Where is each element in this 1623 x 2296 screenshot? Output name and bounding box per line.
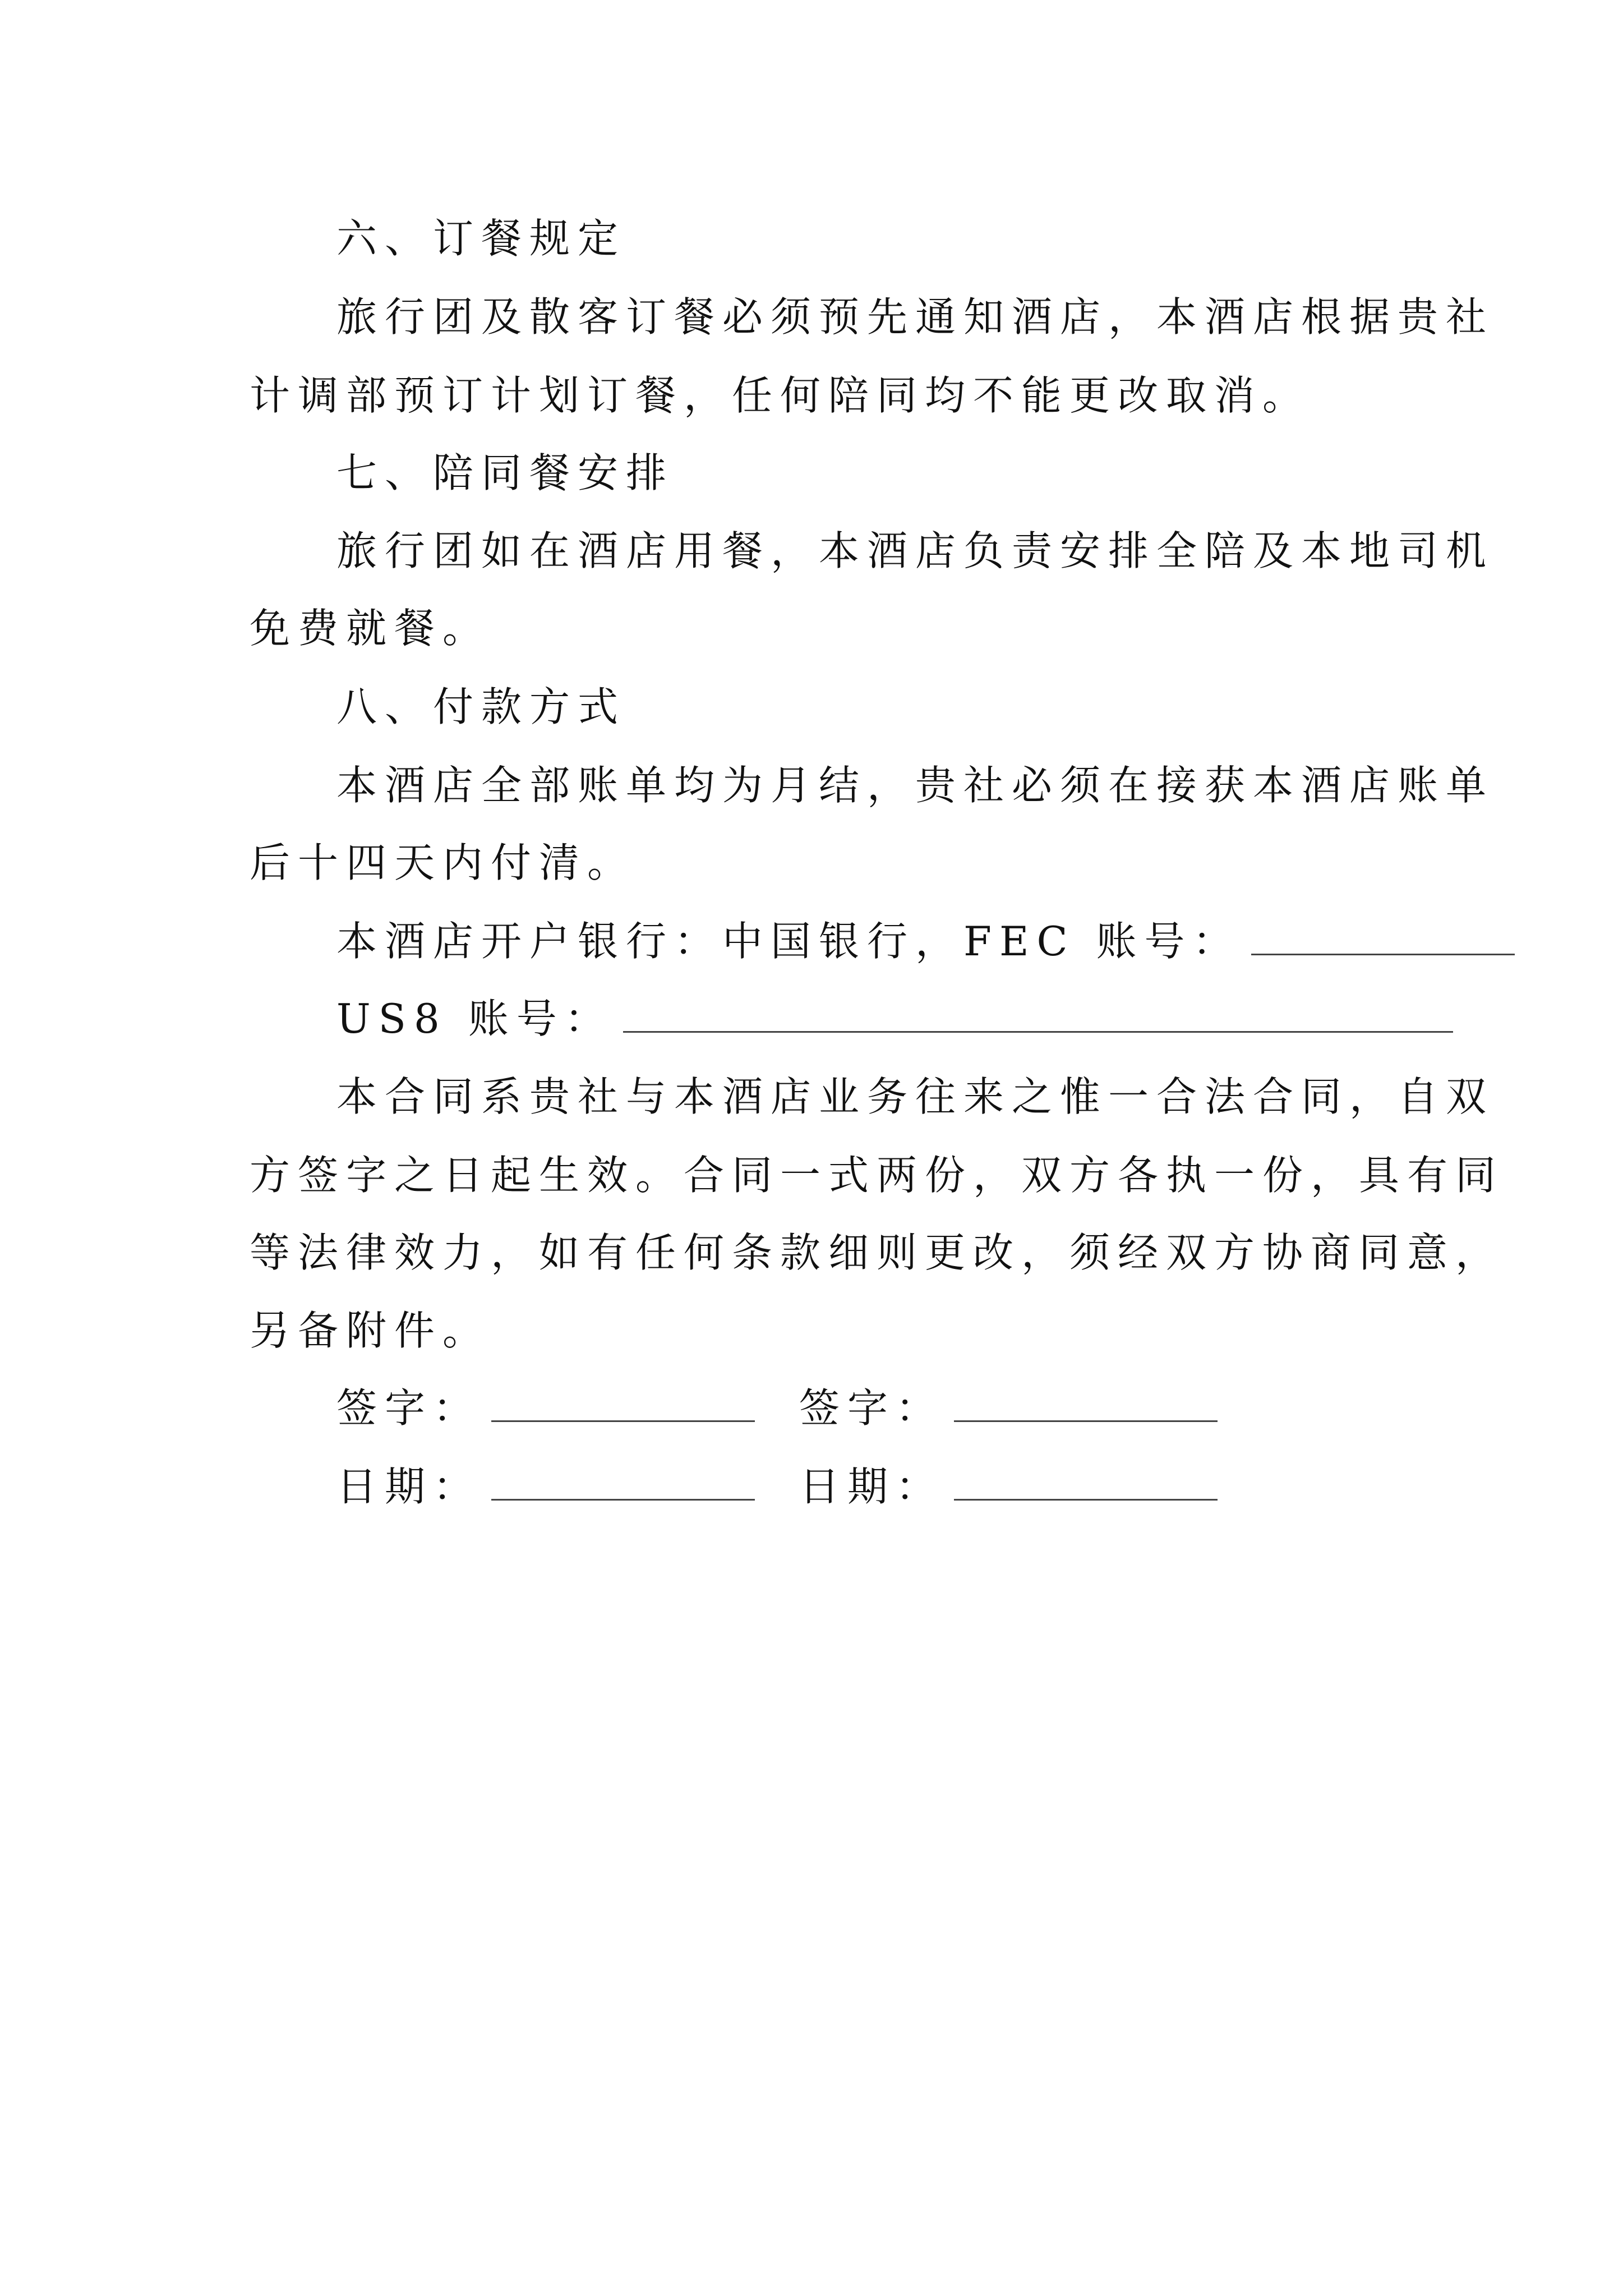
closing-line-1: 本合同系贵社与本酒店业务往来之惟一合法合同，自双 — [336, 1073, 1495, 1120]
left-signature-blank[interactable] — [491, 1415, 755, 1422]
bank-account-line — [336, 913, 1515, 969]
left-date-label: 日期： — [336, 1463, 482, 1510]
fec-account-blank[interactable] — [1251, 948, 1515, 955]
section-7-heading: 七、陪同餐安排 — [336, 449, 675, 496]
us-account-blank[interactable] — [623, 1025, 1453, 1033]
closing-line-3: 等法律效力，如有任何条款细则更改，须经双方协商同意， — [250, 1229, 1504, 1276]
closing-line-4: 另备附件。 — [250, 1307, 491, 1354]
section-6-heading: 六、订餐规定 — [336, 215, 626, 262]
right-signature-blank[interactable] — [954, 1415, 1218, 1422]
us-account-label: US8 账号： — [336, 995, 613, 1042]
right-date-field — [799, 1458, 1218, 1515]
left-signature-field — [336, 1380, 755, 1436]
left-signature-label: 签字： — [336, 1384, 482, 1432]
bank-account-label: 本酒店开户银行：中国银行，FEC 账号： — [336, 918, 1241, 965]
left-date-field — [336, 1458, 755, 1515]
closing-line-2: 方签字之日起生效。合同一式两份，双方各执一份，具有同 — [250, 1152, 1504, 1199]
section-8-paragraph-line-1: 本酒店全部账单均为月结，贵社必须在接获本酒店账单 — [336, 762, 1495, 809]
left-date-blank[interactable] — [491, 1493, 755, 1501]
section-7-paragraph-line-1: 旅行团如在酒店用餐，本酒店负责安排全陪及本地司机 — [336, 527, 1495, 574]
right-signature-field — [799, 1380, 1218, 1436]
right-date-blank[interactable] — [954, 1493, 1218, 1501]
section-6-paragraph-line-2: 计调部预订计划订餐，任何陪同均不能更改取消。 — [250, 372, 1311, 419]
right-date-label: 日期： — [799, 1463, 944, 1510]
section-8-heading: 八、付款方式 — [336, 683, 626, 730]
right-signature-label: 签字： — [799, 1384, 944, 1432]
section-8-paragraph-line-2: 后十四天内付清。 — [250, 839, 636, 886]
section-7-paragraph-line-2: 免费就餐。 — [250, 605, 491, 652]
section-6-paragraph-line-1: 旅行团及散客订餐必须预先通知酒店，本酒店根据贵社 — [336, 293, 1495, 341]
us-account-line — [336, 991, 1453, 1047]
